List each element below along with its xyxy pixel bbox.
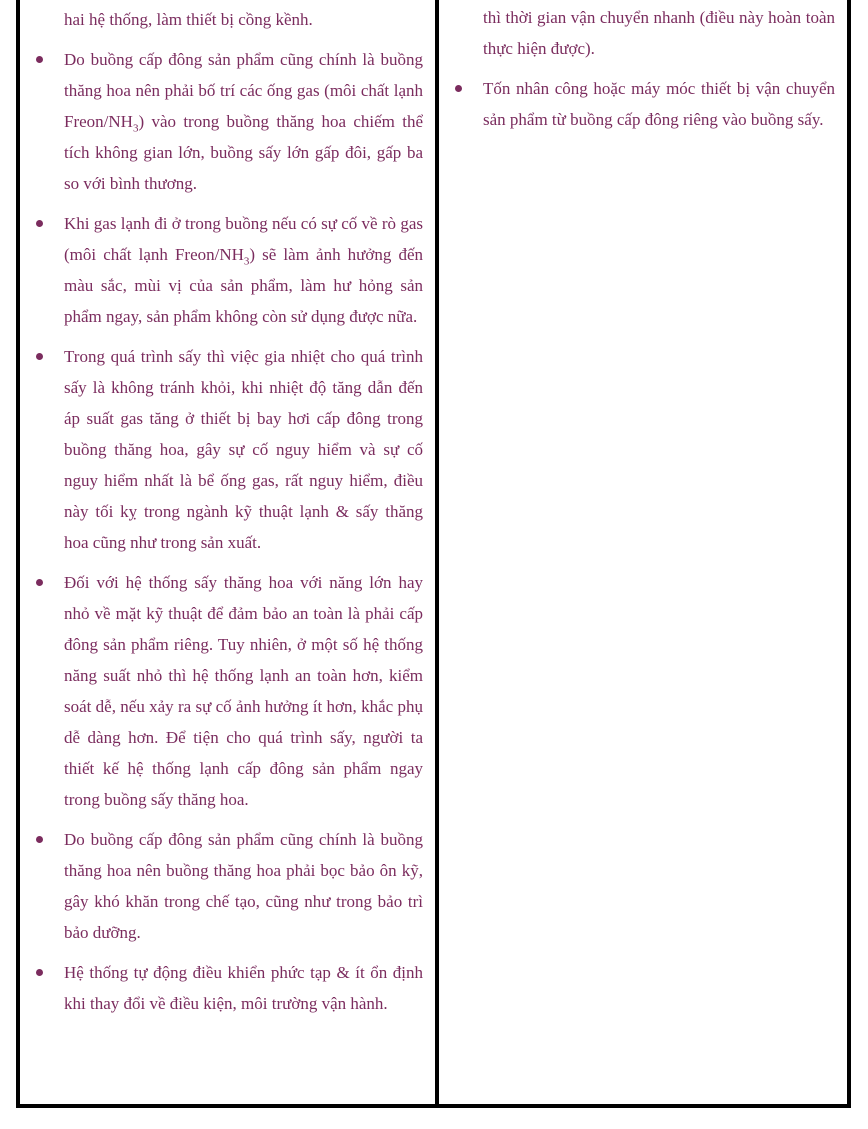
list-item: Tốn nhân công hoặc máy móc thiết bị vận chuyển sản phẩm từ buồng cấp đông riêng vào buồng sấy. bbox=[453, 73, 835, 135]
list-item: Do buồng cấp đông sản phẩm cũng chính là buồng thăng hoa nên phải bố trí các ống gas (môi chất lạnh Freon/$NH_3$) vào trong buồng thăng hoa chiếm thể tích không gian lớn, buồng sấy lớn gấp đôi, gấp ba so với bình thương. bbox=[34, 44, 423, 199]
bullet-icon bbox=[36, 579, 43, 586]
list-item: Đối với hệ thống sấy thăng hoa với năng lớn hay nhỏ về mặt kỹ thuật để đảm bảo an toàn là phải cấp đông sản phẩm riêng. Tuy nhiên, ở một số hệ thống năng suất nhỏ thì hệ thống lạnh an toàn hơn, kiểm soát dễ, nếu xảy ra sự cố ảnh hưởng ít hơn, khắc phụ dễ dàng hơn. Để tiện cho quá trình sấy, người ta thiết kế hệ thống lạnh cấp đông sản phẩm ngay trong buồng sấy thăng hoa. bbox=[34, 567, 423, 815]
continuation-text: thì thời gian vận chuyển nhanh (điều này hoàn toàn thực hiện được). bbox=[483, 8, 835, 58]
list-item: Trong quá trình sấy thì việc gia nhiệt cho quá trình sấy là không tránh khỏi, khi nhiệt độ tăng dẫn đến áp suất gas tăng ở thiết bị bay hơi cấp đông trong buồng thăng hoa, gây sự cố nguy hiểm và sự cố nguy hiểm nhất là bể ống gas, rất nguy hiểm, điều này tối kỵ trong ngành kỹ thuật lạnh & sấy thăng hoa cũng như trong sản xuất. bbox=[34, 341, 423, 558]
disadvantages-column bbox=[20, 0, 439, 1104]
bullet-list bbox=[34, 44, 423, 1019]
list-item: Hệ thống tự động điều khiển phức tạp & ít ổn định khi thay đổi về điều kiện, môi trường vận hành. bbox=[34, 957, 423, 1019]
bullet-list bbox=[453, 73, 835, 135]
continuation-text: hai hệ thống, làm thiết bị cồng kềnh. bbox=[64, 10, 313, 29]
bullet-icon bbox=[36, 836, 43, 843]
comparison-table bbox=[16, 0, 851, 1108]
bullet-icon bbox=[36, 353, 43, 360]
bullet-icon bbox=[455, 85, 462, 92]
list-item: Do buồng cấp đông sản phẩm cũng chính là buồng thăng hoa nên buồng thăng hoa phải bọc bảo ôn kỹ, gây khó khăn trong chế tạo, cũng như trong bảo trì bảo dưỡng. bbox=[34, 824, 423, 948]
right-column bbox=[439, 0, 847, 1104]
list-item: Khi gas lạnh đi ở trong buồng nếu có sự cố về rò gas (môi chất lạnh Freon/$NH_3$) sẽ làm ảnh hưởng đến màu sắc, mùi vị của sản phẩm, làm hư hỏng sản phẩm ngay, sản phẩm không còn sử dụng được nữa. bbox=[34, 208, 423, 332]
bullet-icon bbox=[36, 220, 43, 227]
bullet-icon bbox=[36, 969, 43, 976]
bullet-icon bbox=[36, 56, 43, 63]
